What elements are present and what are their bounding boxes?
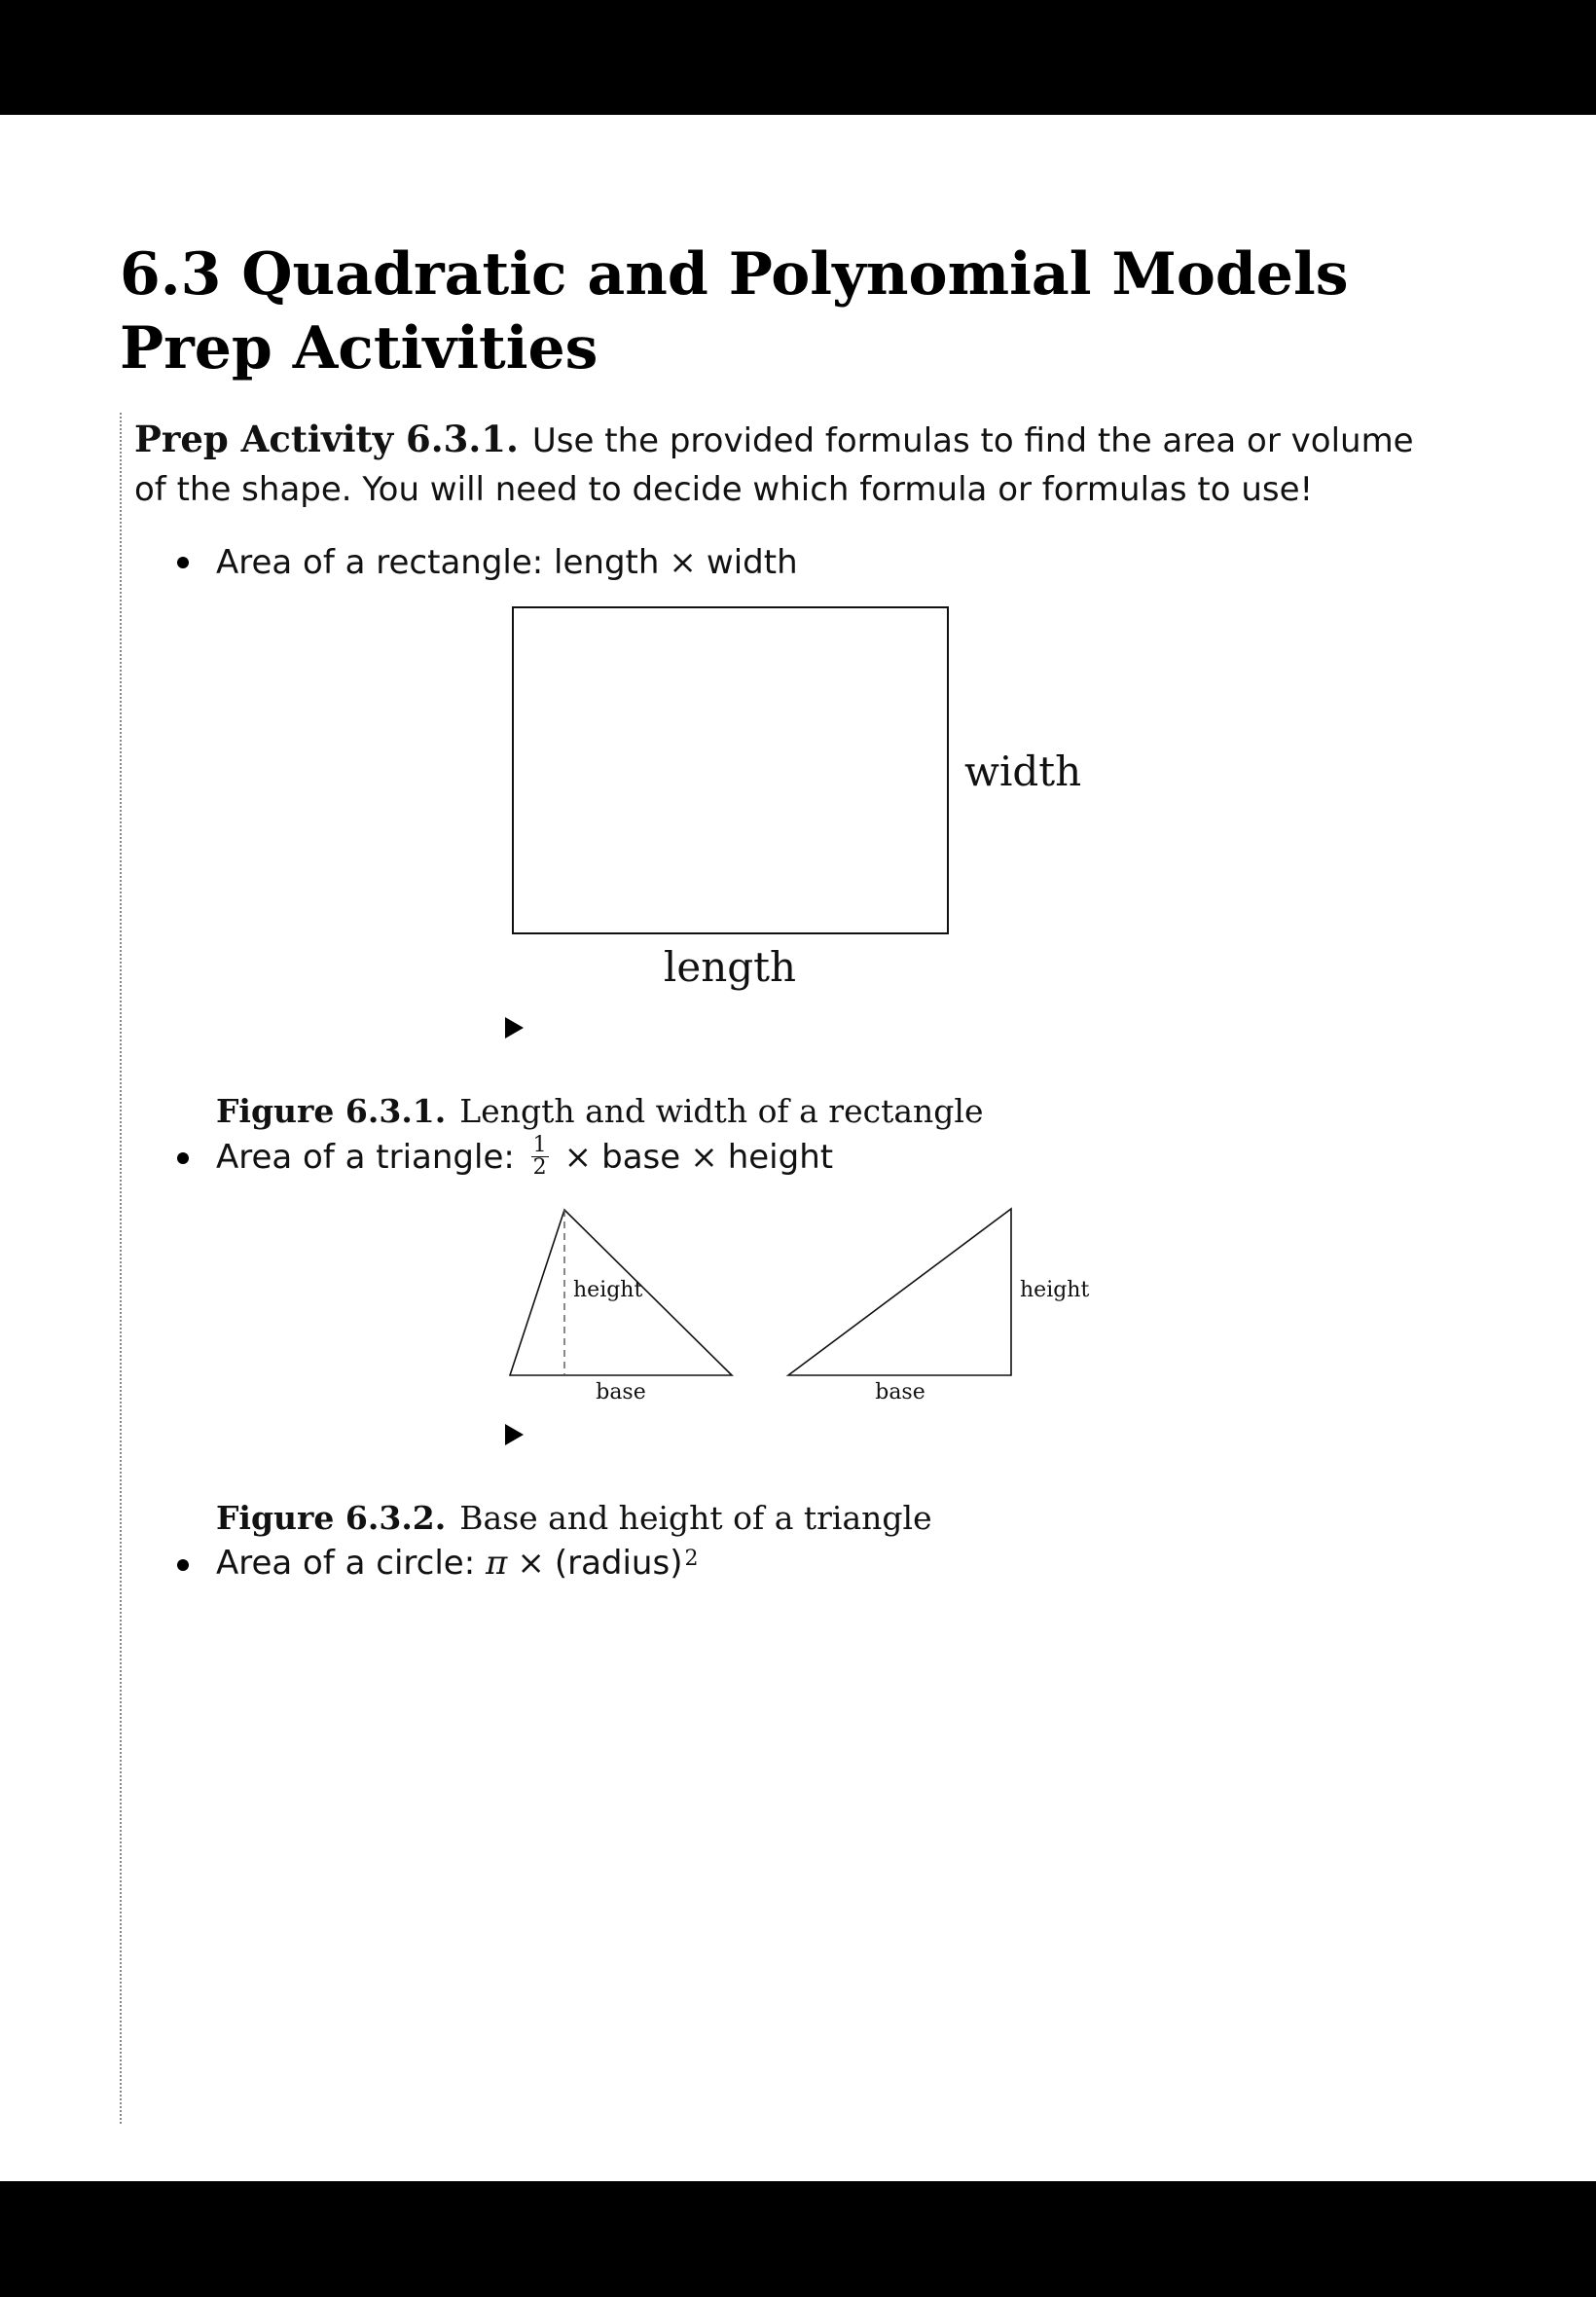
circle-formula-label: Area of a circle: [216,1544,476,1583]
fraction-numerator: 1 [532,1133,547,1157]
figure-6-3-2-number: Figure 6.3.2. [216,1499,447,1537]
figure-6-3-1-toggle[interactable] [505,1017,524,1039]
triangle-formula-label: Area of a triangle: [216,1138,515,1177]
right-triangle-base-label: base [875,1380,925,1404]
one-half-fraction [531,1135,549,1179]
circle-radius-term: (radius) [554,1544,683,1583]
rectangle-length-label: length [663,943,797,991]
times-symbol: × [517,1544,545,1583]
figure-6-3-2-toggle[interactable] [505,1424,524,1445]
rectangle-shape [513,607,948,933]
figure-6-3-1-caption [216,1090,983,1133]
figure-6-3-2-caption [216,1497,932,1540]
figure-6-3-2-text: Base and height of a triangle [459,1499,932,1537]
acute-triangle-height-label: height [573,1278,643,1302]
rectangle-length-term: length [554,543,660,582]
times-symbol: × [669,543,697,582]
activity-instructions: Use the provided formulas to find the area or volume of the shape. You will need to decide which formula or formulas to use! [134,421,1414,509]
figure-6-3-1-text: Length and width of a rectangle [459,1092,984,1130]
triangle-height-term: height [727,1138,834,1177]
triangle-base-term: base [601,1138,681,1177]
activity-heading: Prep Activity 6.3.1. [134,418,519,460]
list-bullet [177,1152,189,1164]
rectangle-formula-label: Area of a rectangle: [216,543,544,582]
figure-6-3-1-number: Figure 6.3.1. [216,1092,447,1130]
list-bullet [177,1559,189,1571]
right-triangle-height-label: height [1020,1278,1090,1302]
section-title: 6.3 Quadratic and Polynomial Models Prep Activities [120,240,1349,383]
fraction-denominator: 2 [532,1155,547,1180]
acute-triangle-base-label: base [596,1380,646,1404]
pi-symbol: π [485,1544,508,1583]
squared-exponent: 2 [684,1547,699,1571]
rectangle-width-label: width [964,747,1082,795]
right-triangle-shape [788,1209,1011,1375]
times-symbol: × [690,1138,718,1177]
document-page [0,115,1596,2181]
times-symbol: × [563,1138,593,1177]
circle-formula [216,1542,698,1585]
triangle-formula [216,1133,834,1181]
rectangle-width-term: width [706,543,798,582]
